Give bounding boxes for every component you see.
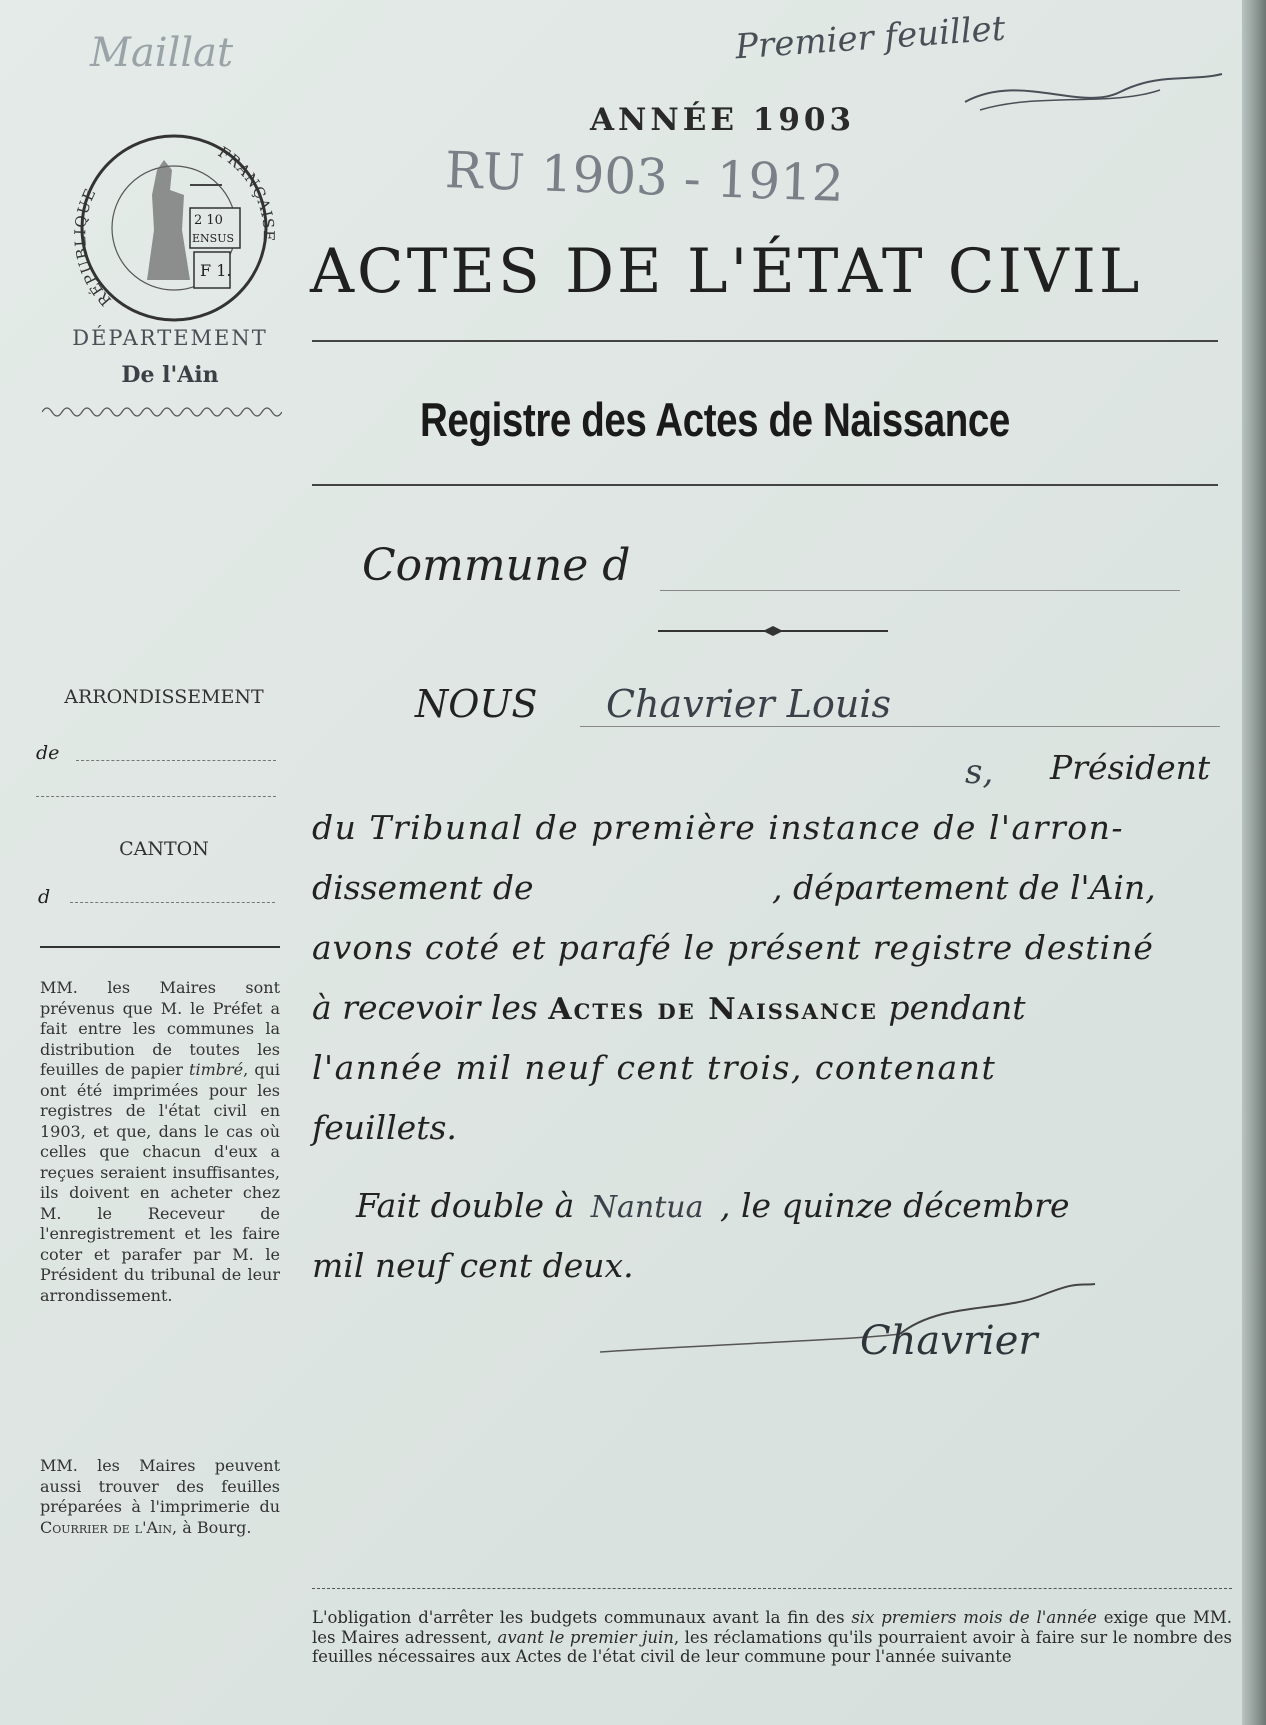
canton-field xyxy=(70,902,275,903)
arrondissement-label: ARRONDISSEMENT xyxy=(64,686,264,708)
maires-note-2 xyxy=(40,1456,280,1538)
subtitle-rule xyxy=(312,484,1218,486)
subtitle-heading: Registre des Actes de Naissance xyxy=(420,393,1010,446)
form-line-4 xyxy=(312,988,1222,1027)
seal-graphic xyxy=(72,130,277,330)
wavy-divider xyxy=(42,404,282,420)
footer-rule xyxy=(312,1588,1232,1589)
form-line-2-a: dissement de xyxy=(312,868,534,907)
note1-italic: timbré xyxy=(189,1060,244,1079)
form-line-7 xyxy=(356,1186,1226,1225)
nous-name: Chavrier Louis xyxy=(606,682,891,726)
canton-label: CANTON xyxy=(119,838,209,860)
footer-a: L'obligation d'arrêter les budgets communaux avant la fin des xyxy=(312,1608,852,1627)
note2-part-a: MM. les Maires peuvent aussi trouver des feuilles préparées à l'imprimerie du xyxy=(40,1456,280,1516)
form-line-1: du Tribunal de première instance de l'arron- xyxy=(312,808,1124,847)
note2-part-b: , à Bourg. xyxy=(172,1517,252,1537)
departement-name: De l'Ain xyxy=(121,362,219,388)
form-line-7-a: Fait double à xyxy=(356,1186,575,1225)
seal-tax-box: F 1. xyxy=(200,261,232,280)
president-word: Président xyxy=(1050,748,1211,787)
commune-field xyxy=(660,590,1180,591)
annotation-top-right: Premier feuillet xyxy=(733,8,1007,68)
footer-italic-1: six premiers mois de l'année xyxy=(851,1608,1097,1627)
revenue-stamp-seal xyxy=(72,130,277,330)
svg-text:RÉPUBLIQUE xyxy=(72,185,115,309)
form-line-6: feuillets. xyxy=(312,1108,457,1147)
footer-note xyxy=(312,1608,1232,1667)
seal-legend-right: FRANÇAISE xyxy=(214,143,277,243)
seal-legend-left: RÉPUBLIQUE xyxy=(72,185,115,310)
form-line-8: mil neuf cent deux. xyxy=(312,1246,634,1285)
arrondissement-prefix: de xyxy=(36,742,60,764)
arrondissement-field xyxy=(76,760,276,761)
annotation-ru: RU 1903 - 1912 xyxy=(444,141,845,213)
seal-tax-mid: ENSUS xyxy=(192,232,234,245)
note1-part-b: , qui ont été imprimées pour les registres de l'état civil en 1903, et que, dans le cas où celles que chacun d'eux a reçues seraient insuffisantes, ils doivent en acheter chez M. le Receveur de l'enregistrement et les faire coter et parafer par M. le Président du tribunal de leur arrondissement. xyxy=(40,1060,280,1305)
maires-note-1 xyxy=(40,978,280,1306)
note2-smallcaps: Courrier de l'Ain xyxy=(40,1517,173,1537)
footer-italic-2: avant le premier juin xyxy=(497,1627,674,1647)
form-line-4-a: à recevoir les xyxy=(312,988,538,1027)
suffix-annotation: s, xyxy=(965,752,994,792)
signature: Chavrier xyxy=(860,1318,1038,1364)
title-rule xyxy=(312,340,1218,342)
form-line-7-b: , le quinze décembre xyxy=(720,1186,1070,1225)
page-edge xyxy=(1242,0,1266,1725)
form-line-4-smallcaps: Actes de Naissance xyxy=(548,992,878,1027)
nous-label: NOUS xyxy=(415,682,538,726)
footer-c: , les réclamations qu'ils pourraient avoir à faire sur le nombre des feuilles nécessaires aux Actes de l'état civil de leur commune pour l'année suivante xyxy=(312,1627,1232,1666)
canton-prefix: d xyxy=(38,886,51,908)
form-line-4-b: pendant xyxy=(888,988,1026,1027)
commune-label: Commune d xyxy=(362,540,631,591)
departement-label: DÉPARTEMENT xyxy=(72,326,268,350)
nous-field xyxy=(580,726,1220,727)
note1-part-a: MM. les Maires sont prévenus que M. le Préfet a fait entre les communes la distribution de toutes les feuilles de papier xyxy=(40,978,280,1079)
place-annotation: Nantua xyxy=(590,1190,704,1225)
form-line-2 xyxy=(312,868,1222,907)
form-line-2-b: , département de l'Ain, xyxy=(772,868,1156,907)
seal-tax-top: 2 10 xyxy=(194,213,223,228)
year-heading: ANNÉE 1903 xyxy=(590,102,856,138)
form-line-3: avons coté et parafé le présent registre destiné xyxy=(312,928,1154,967)
annotation-top-left: Maillat xyxy=(90,30,234,76)
footer-b: exige que MM. les Maires adressent, xyxy=(312,1608,1232,1647)
form-line-5: l'année mil neuf cent trois, contenant xyxy=(312,1048,997,1087)
title-heading: ACTES DE L'ÉTAT CIVIL xyxy=(310,236,1143,307)
seal-figure xyxy=(147,160,190,280)
paraph-scribble xyxy=(960,62,1230,122)
ornament-divider xyxy=(658,624,888,638)
left-divider xyxy=(40,946,280,948)
arrondissement-field-2 xyxy=(36,796,276,797)
